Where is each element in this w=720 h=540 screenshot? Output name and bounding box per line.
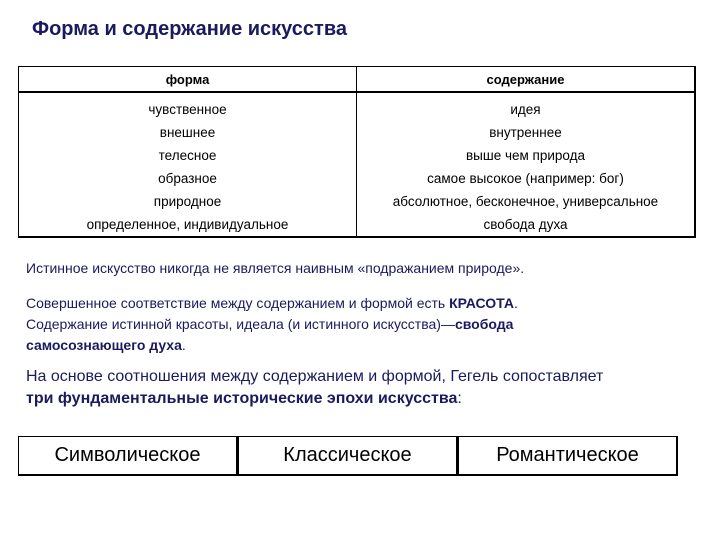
list-item: определенное, индивидуальное [86, 217, 289, 232]
epoch-romantic: Романтическое [458, 436, 678, 476]
list-item: свобода духа [483, 217, 568, 232]
text-span: Совершенное соответствие между содержанием и формой есть [26, 295, 450, 311]
list-item: выше чем природа [465, 148, 585, 163]
epoch-symbolic: Символическое [18, 436, 238, 476]
paragraph-beauty [26, 293, 518, 356]
list-item: внешнее [159, 125, 216, 140]
form-content-table [18, 66, 696, 238]
list-item: идея [510, 102, 541, 117]
header-content: содержание [356, 67, 694, 91]
list-item: чувственное [148, 102, 227, 117]
form-column [19, 93, 356, 236]
bold-spirit: самосознающего духа [26, 337, 182, 353]
list-item: внутреннее [489, 125, 562, 140]
page-title: Форма и содержание искусства [32, 18, 347, 40]
list-item: природное [153, 194, 222, 209]
header-form: форма [165, 71, 210, 87]
table-body [19, 93, 694, 236]
art-epochs [18, 436, 678, 476]
bold-epochs: три фундаментальные исторические эпохи искусства [26, 390, 458, 407]
table-header [19, 67, 694, 93]
bold-freedom: свобода [454, 316, 514, 332]
content-column [356, 93, 694, 236]
paragraph-hegel [26, 366, 603, 410]
epoch-classical: Классическое [238, 436, 458, 476]
list-item: самое высокое (например: бог) [427, 171, 624, 186]
text-span: . [513, 295, 518, 311]
paragraph-line [26, 293, 518, 314]
text-span: . [181, 337, 186, 353]
list-item: образное [158, 171, 217, 186]
paragraph-line [26, 335, 518, 356]
bold-beauty: КРАСОТА [449, 295, 514, 311]
list-item: абсолютное, бесконечное, универсальное [392, 194, 659, 209]
text-span: Содержание истинной красоты, идеала (и истинного искусства)— [26, 316, 455, 332]
paragraph-line [26, 388, 603, 410]
paragraph-line: На основе соотношения между содержанием и формой, Гегель сопоставляет [26, 368, 604, 385]
paragraph-line [26, 314, 518, 335]
text-span: : [457, 390, 462, 407]
list-item: телесное [158, 148, 217, 163]
paragraph-imitation: Истинное искусство никогда не является наивным «подражанием природе». [26, 260, 525, 276]
